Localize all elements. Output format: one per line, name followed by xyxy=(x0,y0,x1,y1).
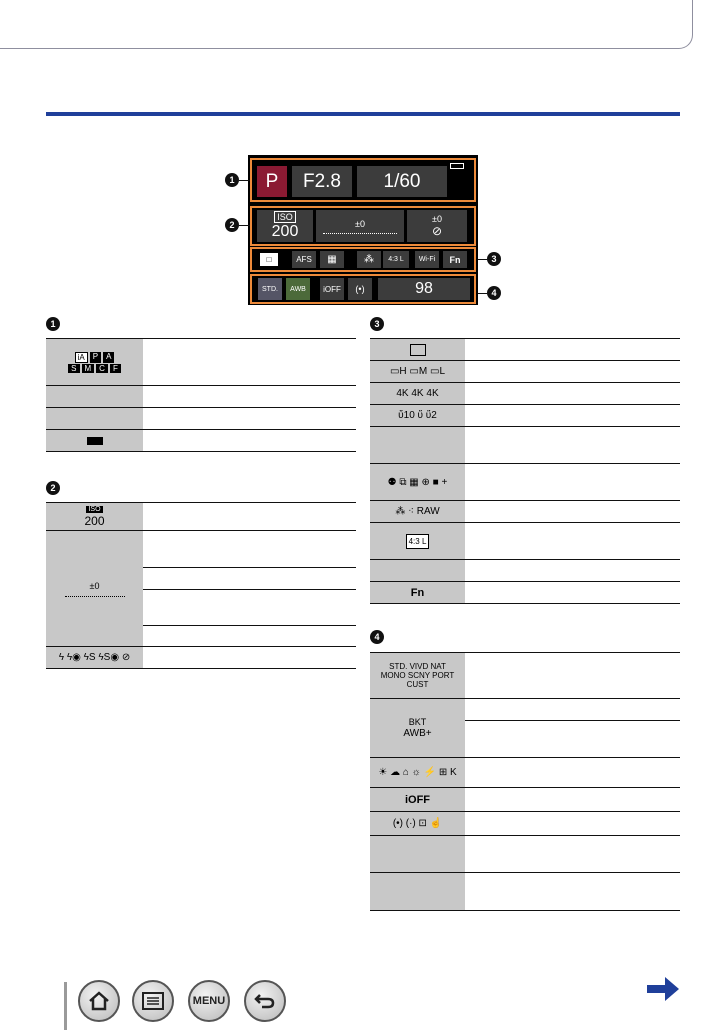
section-3-row xyxy=(370,582,680,604)
mode-f-icon: F xyxy=(110,364,121,373)
flash-row-cell xyxy=(46,647,143,668)
metering-cell xyxy=(370,812,465,835)
list-icon xyxy=(142,992,164,1010)
drive-single-icon xyxy=(410,344,426,356)
quality-cell xyxy=(370,501,465,522)
section-4-title xyxy=(370,630,384,644)
picture-size-icon: 4:3 L xyxy=(406,534,430,549)
section-2-row xyxy=(46,647,356,669)
exposure-scale xyxy=(65,592,125,597)
fn-cell xyxy=(370,582,465,603)
battery-row-cell xyxy=(46,430,143,451)
shutter-cell xyxy=(357,166,447,197)
wb-preset-icons: ☀ ☁ ⌂ ☼ ⚡ ⊞ K xyxy=(378,767,457,778)
mode-badge xyxy=(257,166,287,197)
drive-single-cell xyxy=(370,339,465,360)
exposure-comp-value: ±0 xyxy=(355,218,365,229)
exposure-scale xyxy=(323,229,397,234)
white-balance-icon: AWB xyxy=(286,278,310,300)
drive-single-icon: □ xyxy=(258,251,280,268)
af-area-cell xyxy=(370,464,465,500)
white-balance-cell xyxy=(370,699,465,757)
section-2-row xyxy=(46,531,356,647)
callout-1-leader xyxy=(239,180,250,181)
section-4-row xyxy=(370,758,680,788)
iso-icon: ISO xyxy=(88,505,101,513)
fn-icon: Fn xyxy=(410,586,425,599)
exposure-comp-cell xyxy=(316,210,404,242)
callout-3: 3 xyxy=(487,252,501,266)
af-mode-cell xyxy=(370,427,465,463)
section-3-row xyxy=(370,361,680,383)
shutter-value: 1/60 xyxy=(383,170,421,192)
section-1-row xyxy=(46,386,356,408)
i-dynamic-icon: iOFF xyxy=(320,278,344,300)
exposure-subrule-2 xyxy=(143,589,356,590)
section-3-row xyxy=(370,501,680,523)
section-1-number: 1 xyxy=(46,317,60,331)
aperture-row-cell xyxy=(46,386,143,407)
4k-photo-icons: 4K 4K 4K xyxy=(396,388,439,399)
callout-4-leader xyxy=(478,293,487,294)
monitor-screen xyxy=(248,155,478,305)
self-timer-icons: ὕ10 ὕ ὕ2 xyxy=(398,410,437,421)
mode-m-icon: M xyxy=(82,364,95,373)
awb-label: AWB+ xyxy=(403,728,432,739)
section-3-row xyxy=(370,523,680,560)
footer-divider xyxy=(64,982,67,1030)
section-3-row xyxy=(370,383,680,405)
section-3-title xyxy=(370,317,384,331)
callout-1: 1 xyxy=(225,173,239,187)
remaining-shots-value: 98 xyxy=(415,280,433,297)
i-dynamic-cell xyxy=(370,788,465,811)
section-3-row xyxy=(370,339,680,361)
aperture-value: F2.8 xyxy=(302,170,342,192)
section-3-row xyxy=(370,560,680,582)
menu-label: MENU xyxy=(192,995,226,1007)
battery-icon xyxy=(87,437,103,445)
picture-size-cell xyxy=(370,523,465,559)
wb-presets-cell xyxy=(370,758,465,787)
mode-icons-cell xyxy=(46,339,143,385)
callout-2-leader xyxy=(239,225,250,226)
burst-cell xyxy=(370,361,465,382)
mode-a-icon: A xyxy=(103,352,114,363)
section-4-row xyxy=(370,699,680,758)
af-area-icons: ⚉ ⧉ ▦ ⊕ ■ + xyxy=(387,476,448,488)
flash-off-icon: ⊘ xyxy=(431,224,443,238)
flash-comp-cell xyxy=(407,210,467,242)
exposure-comp-value: ±0 xyxy=(89,580,100,591)
flash-comp-value: ±0 xyxy=(432,214,442,224)
burst-icons: ▭H ▭M ▭L xyxy=(389,366,445,377)
exposure-row-cell xyxy=(46,531,143,646)
mode-c-icon: C xyxy=(96,364,108,373)
section-1-row xyxy=(46,430,356,452)
section-2-title xyxy=(46,481,60,495)
wifi-cell xyxy=(370,560,465,581)
af-area-icon: ▦ xyxy=(320,251,344,268)
i-dynamic-icon: iOFF xyxy=(404,793,431,806)
wifi-icon: Wi-Fi xyxy=(415,251,439,268)
back-button[interactable] xyxy=(244,980,286,1022)
section-1-row xyxy=(46,339,356,386)
bkt-label: BKT xyxy=(408,717,427,727)
section-2-number: 2 xyxy=(46,481,60,495)
mode-p-icon: P xyxy=(90,352,101,363)
exposure-subrule-3 xyxy=(143,625,356,626)
next-arrow-icon xyxy=(645,975,681,1003)
section-4-row xyxy=(370,873,680,911)
af-mode-icon: AFS xyxy=(292,251,316,268)
iso-row-cell xyxy=(46,503,143,530)
section-1-title xyxy=(46,317,60,331)
mode-label: P xyxy=(265,170,279,192)
metering-icon: (•) xyxy=(348,278,372,300)
remaining-shots xyxy=(378,278,470,300)
photo-style-icon: STD. xyxy=(258,278,282,300)
quality-icon: ⁂ xyxy=(357,251,381,268)
section-1-row xyxy=(46,408,356,430)
iso-label: ISO xyxy=(274,211,296,223)
section-4-number: 4 xyxy=(370,630,384,644)
white-balance-subrule xyxy=(465,720,680,721)
fn-icon: Fn xyxy=(443,251,467,268)
exposure-subrule-1 xyxy=(143,567,356,568)
self-timer-cell xyxy=(370,405,465,426)
next-page-button[interactable] xyxy=(645,975,681,1008)
flash-mode-icons: ϟ ϟ◉ ϟS ϟS◉ ⊘ xyxy=(58,652,131,663)
quality-icons: ⁂ ⁖ RAW xyxy=(395,506,440,517)
back-arrow-icon xyxy=(254,992,276,1010)
menu-button[interactable] xyxy=(188,980,230,1022)
section-2-row xyxy=(46,503,356,531)
section-4-row xyxy=(370,812,680,836)
recording-time-cell xyxy=(370,873,465,910)
header-tab-frame xyxy=(0,0,693,49)
iso-value: 200 xyxy=(271,223,299,240)
home-button[interactable] xyxy=(78,980,120,1022)
picture-size-icon: 4:3 L xyxy=(383,251,409,268)
title-rule xyxy=(46,112,680,116)
shutter-row-cell xyxy=(46,408,143,429)
section-3-row xyxy=(370,405,680,427)
section-3-row xyxy=(370,427,680,464)
mode-s-icon: S xyxy=(68,364,79,373)
section-4-row xyxy=(370,788,680,812)
callout-3-leader xyxy=(478,259,487,260)
contents-button[interactable] xyxy=(132,980,174,1022)
callout-2: 2 xyxy=(225,218,239,232)
photo-style-icons: STD. VIVD NAT MONO SCNY PORT CUST xyxy=(380,662,455,689)
aperture-cell xyxy=(292,166,352,197)
mode-ia-icon: iA xyxy=(75,352,88,363)
iso-value: 200 xyxy=(84,513,105,528)
section-4-row xyxy=(370,653,680,699)
4k-photo-cell xyxy=(370,383,465,404)
iso-cell xyxy=(257,210,313,242)
callout-4: 4 xyxy=(487,286,501,300)
metering-icons: (•) (·) ⊡ ☝ xyxy=(392,818,443,829)
section-3-row xyxy=(370,464,680,501)
battery-icon xyxy=(450,163,464,169)
section-3-number: 3 xyxy=(370,317,384,331)
home-icon xyxy=(88,991,110,1011)
remaining-shots-cell xyxy=(370,836,465,872)
photo-style-cell xyxy=(370,653,465,698)
section-4-row xyxy=(370,836,680,873)
